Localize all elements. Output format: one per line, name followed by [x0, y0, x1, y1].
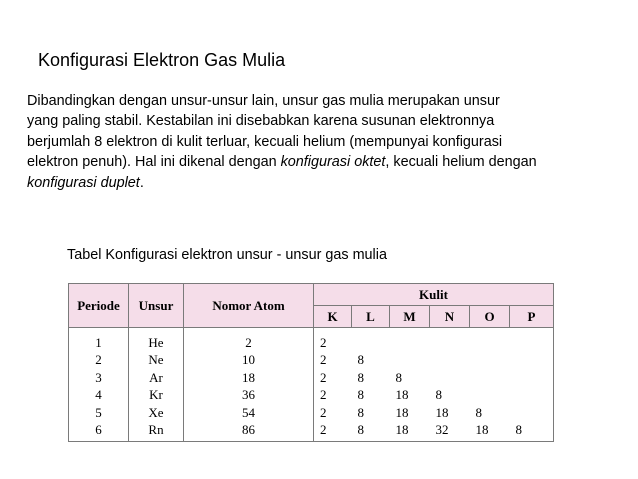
header-nomor-atom: Nomor Atom [184, 284, 314, 328]
electron-configuration-table [68, 283, 554, 442]
cell-nomor-atom: 10 [184, 352, 314, 370]
header-shell-m: M [390, 306, 430, 328]
table-row [69, 387, 554, 405]
table-row [69, 404, 554, 422]
header-shell-k: K [314, 306, 352, 328]
emphasis-konfigurasi-duplet: konfigurasi duplet [27, 174, 140, 191]
cell-shell-n [430, 369, 470, 387]
header-shell-o: O [470, 306, 510, 328]
cell-periode: 5 [69, 404, 129, 422]
cell-unsur: Kr [129, 387, 184, 405]
cell-shell-k: 2 [314, 404, 352, 422]
cell-periode: 3 [69, 369, 129, 387]
cell-nomor-atom: 36 [184, 387, 314, 405]
cell-nomor-atom: 54 [184, 404, 314, 422]
cell-shell-k: 2 [314, 352, 352, 370]
header-shell-p: P [510, 306, 554, 328]
header-unsur: Unsur [129, 284, 184, 328]
cell-shell-p [510, 328, 554, 352]
cell-shell-l: 8 [357, 352, 364, 368]
cell-shell-m: 8 [395, 369, 402, 385]
cell-shell-l: 8 [357, 369, 364, 385]
table-row [69, 352, 554, 370]
header-shell-n: N [430, 306, 470, 328]
cell-shell-o: 18 [470, 422, 510, 442]
cell-shell-p [510, 369, 554, 387]
cell-shell-l: 8 [357, 387, 364, 403]
paragraph-text: . [139, 174, 144, 191]
cell-shell-p [510, 387, 554, 405]
cell-shell-k: 2 [314, 369, 352, 387]
cell-shell-p: 8 [510, 422, 554, 442]
cell-shell-m [390, 352, 430, 370]
cell-shell-l: 8 [357, 404, 364, 420]
cell-shell-m: 18 [390, 422, 430, 442]
cell-shell-k: 2 [314, 387, 352, 405]
table-row [69, 369, 554, 387]
cell-shell-m [390, 328, 430, 352]
cell-unsur: Rn [129, 422, 184, 442]
intro-paragraph [27, 91, 627, 193]
cell-shell-n: 32 [430, 422, 470, 442]
cell-shell-n: 18 [435, 404, 449, 420]
cell-unsur: He [129, 328, 184, 352]
page-title: Konfigurasi Elektron Gas Mulia [38, 50, 286, 70]
cell-shell-o [470, 387, 510, 405]
cell-shell-o [470, 369, 510, 387]
cell-shell-l [352, 328, 390, 352]
paragraph-text: elektron penuh). Hal ini dikenal dengan [27, 154, 281, 171]
cell-periode: 6 [69, 422, 129, 442]
cell-shell-k: 2 [314, 328, 352, 352]
cell-shell-n [430, 328, 470, 352]
header-periode: Periode [69, 284, 129, 328]
cell-shell-n [430, 352, 470, 370]
table-row [69, 328, 554, 352]
paragraph-line [27, 152, 627, 172]
cell-shell-o: 8 [475, 404, 482, 420]
cell-shell-p [510, 352, 554, 370]
cell-unsur: Ar [129, 369, 184, 387]
table-row [69, 422, 554, 442]
paragraph-line: yang paling stabil. Kestabilan ini disebabkan karena susunan elektronnya [27, 113, 495, 130]
cell-shell-o [470, 328, 510, 352]
cell-periode: 2 [69, 352, 129, 370]
cell-unsur: Ne [129, 352, 184, 370]
cell-shell-n: 8 [435, 387, 442, 403]
cell-nomor-atom: 18 [184, 369, 314, 387]
paragraph-text: , kecuali helium dengan [385, 154, 537, 171]
paragraph-line: berjumlah 8 elektron di kulit terluar, kecuali helium (mempunyai konfigurasi [27, 133, 503, 150]
cell-periode: 4 [69, 387, 129, 405]
header-shell-l: L [352, 306, 390, 328]
emphasis-konfigurasi-oktet: konfigurasi oktet [280, 154, 386, 171]
cell-unsur: Xe [129, 404, 184, 422]
paragraph-line: Dibandingkan dengan unsur-unsur lain, unsur gas mulia merupakan unsur [27, 93, 500, 109]
cell-nomor-atom: 2 [184, 328, 314, 352]
table-caption: Tabel Konfigurasi elektron unsur - unsur gas mulia [67, 247, 387, 263]
header-kulit: Kulit [314, 284, 554, 306]
cell-shell-o [470, 352, 510, 370]
cell-nomor-atom: 86 [184, 422, 314, 442]
cell-shell-m: 18 [395, 387, 409, 403]
cell-shell-k: 2 [314, 422, 352, 442]
cell-shell-p [510, 404, 554, 422]
paragraph-line [27, 173, 627, 193]
cell-shell-l: 8 [352, 422, 390, 442]
cell-shell-m: 18 [395, 404, 409, 420]
cell-periode: 1 [69, 328, 129, 352]
